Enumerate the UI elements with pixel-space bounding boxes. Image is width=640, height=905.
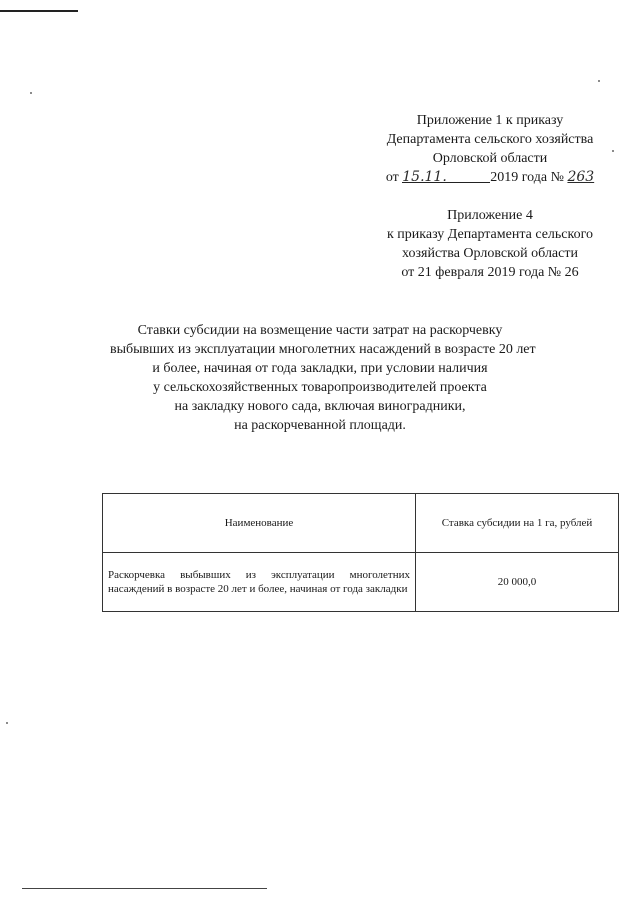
row-rate: 20 000,0 — [416, 553, 619, 612]
scan-speck — [6, 722, 8, 724]
appendix-header-1 — [340, 111, 640, 187]
appendix-1-line3: Орловской области — [432, 151, 548, 166]
appendix-4-line4: от 21 февраля 2019 года № 26 — [401, 265, 579, 280]
order-date-line — [340, 168, 640, 187]
date-blank — [402, 168, 490, 183]
title-line: у сельскохозяйственных товаропроизводителей проекта — [153, 380, 487, 395]
date-prefix: от — [385, 170, 399, 185]
header-name: Наименование — [103, 494, 416, 553]
appendix-4-line1: Приложение 4 — [447, 208, 533, 223]
handwritten-date: 15.11. — [402, 169, 447, 185]
title-line: Ставки субсидии на возмещение части затрат на раскорчевку — [137, 323, 503, 338]
scan-edge-mark — [22, 888, 267, 889]
subsidy-rates-table — [102, 493, 619, 612]
appendix-4-line3: хозяйства Орловской области — [402, 246, 578, 261]
header-rate: Ставка субсидии на 1 га, рублей — [416, 494, 619, 553]
appendix-1-line1: Приложение 1 к приказу — [416, 113, 564, 128]
scan-edge-mark — [0, 10, 78, 12]
row-name: Раскорчевка выбывших из эксплуатации многолетних насаждений в возрасте 20 лет и более, начиная от года закладки — [103, 553, 416, 612]
table-header-row — [103, 494, 619, 553]
title-line: выбывших из эксплуатации многолетних насаждений в возрасте 20 лет — [110, 342, 536, 357]
appendix-1-line2: Департамента сельского хозяйства — [386, 132, 594, 147]
document-title — [110, 321, 536, 435]
table-row — [103, 553, 619, 612]
title-line: на раскорчеванной площади. — [234, 418, 406, 433]
scan-speck — [598, 80, 600, 82]
title-line: и более, начиная от года закладки, при условии наличия — [152, 361, 488, 376]
order-year-text: 2019 года № — [490, 170, 564, 185]
appendix-4-line2: к приказу Департамента сельского — [386, 227, 594, 242]
appendix-header-4 — [340, 206, 640, 282]
handwritten-order-number: 263 — [567, 169, 595, 185]
title-line: на закладку нового сада, включая виноградники, — [174, 399, 466, 414]
scan-speck — [30, 92, 32, 94]
